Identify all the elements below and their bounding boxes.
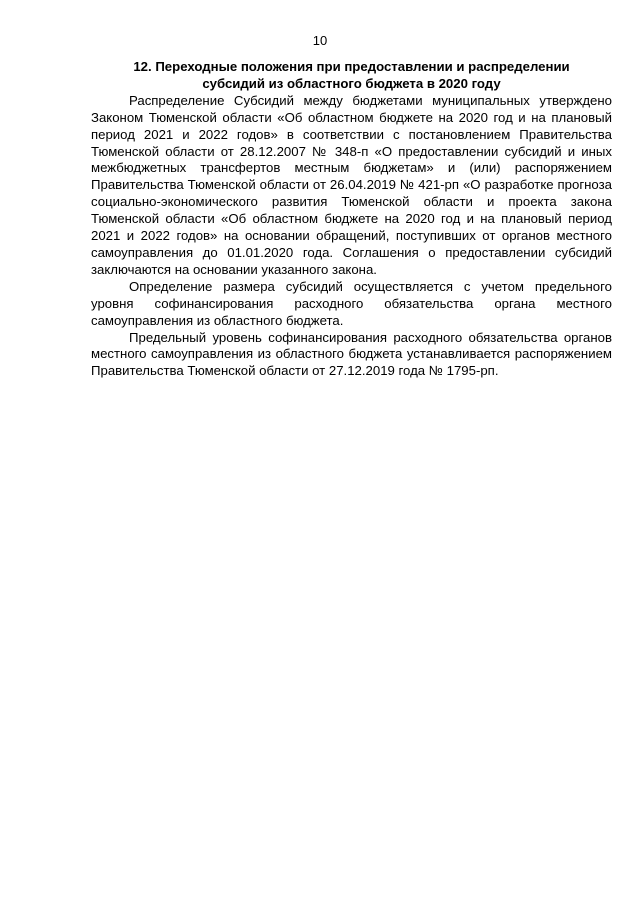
section-heading-line-1: 12. Переходные положения при предоставлении и распределении xyxy=(133,59,570,74)
section-heading-line-2: субсидий из областного бюджета в 2020 году xyxy=(202,75,501,91)
paragraph-subsidy-size: Определение размера субсидий осуществляется с учетом предельного уровня софинансирования расходного обязательства органа местного самоуправления из областного бюджета. xyxy=(91,278,612,328)
document-body xyxy=(91,59,612,380)
paragraph-distribution: Распределение Субсидий между бюджетами муниципальных утверждено Законом Тюменской области «Об областном бюджете на 2020 год и на плановый период 2021 и 2022 годов» в соответствии с постановлением Правительства Тюменской области от 28.12.2007 № 348-п «О предоставлении субсидий и иных межбюджетных трансфертов местным бюджетам» и (или) распоряжением Правительства Тюменской области от 26.04.2019 № 421-рп «О разработке прогноза социально-экономического развития Тюменской области и проекта закона Тюменской области «Об областном бюджете на 2020 год и на плановый период 2021 и 2022 годов» на основании обращений, поступивших от органов местного самоуправления до 01.01.2020 года. Соглашения о предоставлении субсидий заключаются на основании указанного закона. xyxy=(91,92,612,277)
paragraph-cofinancing-level: Предельный уровень софинансирования расходного обязательства органов местного самоуправления из областного бюджета устанавливается распоряжением Правительства Тюменской области от 27.12.2019 года № 1795-рп. xyxy=(91,329,612,379)
section-heading xyxy=(91,59,612,93)
page-number: 10 xyxy=(312,33,328,48)
